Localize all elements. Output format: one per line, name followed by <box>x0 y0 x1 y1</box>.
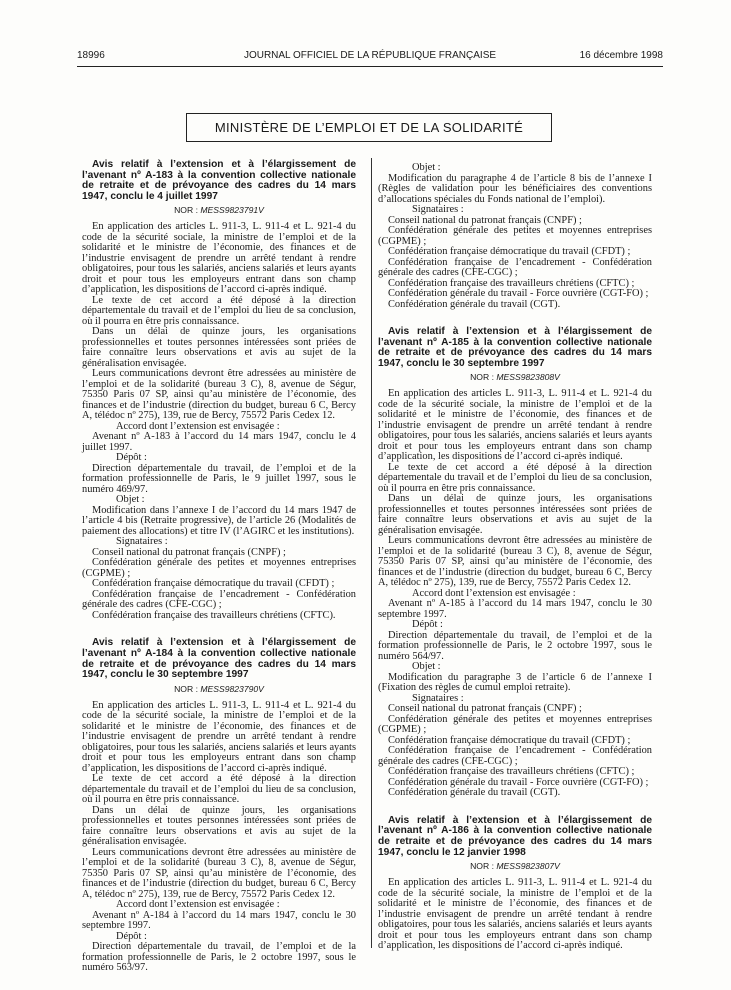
depot-text: Direction départementale du travail, de l’emploi et de la formation professionnelle de Paris, le 9 juillet 1997, sous le numéro 469/97. <box>82 462 356 495</box>
accord-label: Accord dont l’extension est envisagée : <box>116 420 280 432</box>
nor-code: MESS9823791V <box>200 205 264 216</box>
paragraph: En application des articles L. 911-3, L. 911-4 et L. 921-4 du code de la sécurité sociale, la ministre de l’emploi et de la solidarité et le ministre de l’économie, des finances et de l’industrie envisagent de prendre un arrêté tendant à rendre obligatoires, pour tous les salariés, anciens salariés et leurs ayants droit et pour tous les employeurs entrant dans son champ d’application, les dispositions de l’accord ci-après indiqué. <box>378 388 652 463</box>
signataire-item: Confédération générale du travail - Force ouvrière (CGT-FO) ; <box>388 288 649 299</box>
signataire-item: Confédération française des travailleurs chrétiens (CFTC) ; <box>388 277 635 289</box>
avis-a183 <box>82 160 356 621</box>
paragraph: En application des articles L. 911-3, L. 911-4 et L. 921-4 du code de la sécurité sociale, la ministre de l’emploi et de la solidarité et le ministre de l’économie, des finances et de l’industrie envisagent de prendre un arrêté tendant à rendre obligatoires, pour tous les salariés, anciens salariés et leurs ayants droit et pour tous les employeurs entrant dans son champ d’application, les dispositions de l’accord ci-après indiqué. <box>82 699 356 774</box>
ministry-heading: MINISTÈRE DE L’EMPLOI ET DE LA SOLIDARITÉ <box>186 113 552 142</box>
nor-reference <box>82 684 356 695</box>
objet-text: Modification du paragraphe 4 de l’article 8 bis de l’annexe I (Règles de validation pour les bénéficiaires des conventions d’allocations spéciales du Fonds national de l’emploi). <box>378 172 652 205</box>
page-header <box>77 49 663 63</box>
accord-text: Avenant nº A-184 à l’accord du 14 mars 1947, conclu le 30 septembre 1997. <box>82 909 356 932</box>
nor-label: NOR : <box>470 372 497 383</box>
section-gap <box>378 799 652 816</box>
signataire-item: Confédération générale du travail (CGT). <box>388 298 561 310</box>
nor-reference <box>378 372 652 383</box>
signataire-item: Conseil national du patronat français (CNPF) ; <box>388 214 582 226</box>
nor-label: NOR : <box>174 205 201 216</box>
objet-label: Objet : <box>412 661 441 673</box>
signataire-item: Confédération française démocratique du travail (CFDT) ; <box>92 578 335 590</box>
paragraph: Dans un délai de quinze jours, les organisations professionnelles et toutes personnes intéressées sont priées de faire connaître leurs observations et avis au sujet de la généralisation envisagée. <box>82 804 356 848</box>
paragraph: Le texte de cet accord a été déposé à la direction départementale du travail et de l’emploi du lieu de sa conclusion, où il pourra en être pris connaissance. <box>378 461 652 494</box>
nor-reference <box>82 205 356 216</box>
signataire-item: Confédération française démocratique du travail (CFDT) ; <box>388 246 631 257</box>
paragraph: En application des articles L. 911-3, L. 911-4 et L. 921-4 du code de la sécurité sociale, la ministre de l’emploi et de la solidarité et le ministre de l’économie, des finances et de l’industrie envisagent de prendre un arrêté tendant à rendre obligatoires, pour tous les salariés, anciens salariés et leurs ayants droit et pour tous les employeurs entrant dans son champ d’application, les dispositions de l’accord ci-après indiqué. <box>82 221 356 296</box>
objet-text: Modification dans l’annexe I de l’accord du 14 mars 1947 de l’article 4 bis (Retraite progressive), de l’article 26 (Modalités de paiement des allocations) et titre IV (l’AGIRC et les institutions). <box>82 504 356 537</box>
accord-text: Avenant nº A-185 à l’accord du 14 mars 1947, conclu le 30 septembre 1997. <box>378 598 652 620</box>
column-divider <box>371 158 372 948</box>
depot-label: Dépôt : <box>116 452 147 464</box>
depot-text: Direction départementale du travail, de l’emploi et de la formation professionnelle de Paris, le 2 octobre 1997, sous le numéro 564/97. <box>378 629 652 662</box>
nor-code: MESS9823790V <box>200 683 264 694</box>
objet-text: Modification du paragraphe 3 de l’article 6 de l’annexe I (Fixation des règles de cumul emploi retraite). <box>378 671 652 694</box>
avis-title: Avis relatif à l’extension et à l’élargissement de l’avenant nº A-186 à la convention collective nationale de retraite et de prévoyance des cadres du 14 mars 1947, conclu le 12 janvier 1998 <box>378 814 652 858</box>
avis-a186 <box>378 816 652 952</box>
avis-title: Avis relatif à l’extension et à l’élargissement de l’avenant nº A-184 à la convention collective nationale de retraite et de prévoyance des cadres du 14 mars 1947, conclu le 30 septembre 1997 <box>82 637 356 681</box>
nor-code: MESS9823807V <box>496 861 560 872</box>
section-gap <box>378 310 652 327</box>
signataire-item: Confédération générale des petites et moyennes entreprises (CGPME) ; <box>82 557 356 579</box>
journal-title: JOURNAL OFFICIEL DE LA RÉPUBLIQUE FRANÇAISE <box>243 50 497 61</box>
signataire-item: Confédération française démocratique du travail (CFDT) ; <box>388 734 631 746</box>
paragraph: Le texte de cet accord a été déposé à la direction départementale du travail et de l’emploi du lieu de sa conclusion, où il pourra en être pris connaissance. <box>82 294 356 327</box>
signataire-item: Confédération française de l’encadrement - Confédération générale des cadres (CFE-CGC) ; <box>82 588 356 611</box>
paragraph: Leurs communications devront être adressées au ministère de l’emploi et de la solidarité (bureau 3 C), 8, avenue de Ségur, 75350 Paris 07 SP, ainsi qu’au ministère de l’économie, des finances et de l’industrie (direction du budget, bureau 6 C, Bercy A, télédoc nº 275), 139, rue de Bercy, 75572 Paris Cedex 12. <box>82 846 356 900</box>
page-number: 18996 <box>77 50 105 61</box>
accord-text: Avenant nº A-183 à l’accord du 14 mars 1947, conclu le 4 juillet 1997. <box>82 431 356 453</box>
signataire-item: Confédération générale du travail (CGT). <box>388 787 561 799</box>
header-rule <box>77 66 663 67</box>
avis-a184-continued <box>378 163 652 310</box>
signataire-item: Confédération générale des petites et moyennes entreprises (CGPME) ; <box>378 225 652 247</box>
objet-label: Objet : <box>116 494 145 506</box>
nor-label: NOR : <box>174 683 201 694</box>
depot-text: Direction départementale du travail, de l’emploi et de la formation professionnelle de Paris, le 2 octobre 1997, sous le numéro 563/97. <box>82 941 356 974</box>
avis-a185 <box>378 327 652 799</box>
nor-reference <box>378 861 652 872</box>
depot-label: Dépôt : <box>412 619 443 631</box>
accord-label: Accord dont l’extension est envisagée : <box>412 587 576 599</box>
paragraph: Leurs communications devront être adressées au ministère de l’emploi et de la solidarité (bureau 3 C), 8, avenue de Ségur, 75350 Paris 07 SP, ainsi qu’au ministère de l’économie, des finances et de l’industrie (direction du budget, bureau 6 C, Bercy A, télédoc nº 275), 139, rue de Bercy, 75572 Paris Cedex 12. <box>378 535 652 589</box>
issue-date: 16 décembre 1998 <box>579 50 663 61</box>
signataire-item: Confédération générale du travail - Force ouvrière (CGT-FO) ; <box>388 776 649 788</box>
left-column <box>82 160 356 974</box>
signataire-item: Conseil national du patronat français (CNPF) ; <box>388 703 582 715</box>
signataire-item: Confédération française de l’encadrement - Confédération générale des cadres (CFE-CGC) ; <box>378 745 652 767</box>
avis-title: Avis relatif à l’extension et à l’élargissement de l’avenant nº A-183 à la convention collective nationale de retraite et de prévoyance des cadres du 14 mars 1947, conclu le 4 juillet 1997 <box>82 159 356 202</box>
signataire-item: Confédération générale des petites et moyennes entreprises (CGPME) ; <box>378 713 652 736</box>
signataire-item: Confédération française de l’encadrement - Confédération générale des cadres (CFE-CGC) ; <box>378 256 652 278</box>
signataires-label: Signataires : <box>412 692 464 704</box>
signataires-label: Signataires : <box>412 204 464 215</box>
right-column <box>378 163 652 952</box>
avis-a184 <box>82 638 356 973</box>
objet-label: Objet : <box>412 162 441 173</box>
section-gap <box>82 621 356 638</box>
signataires-label: Signataires : <box>116 536 168 548</box>
paragraph: Dans un délai de quinze jours, les organisations professionnelles et toutes personnes intéressées sont priées de faire connaître leurs observations et avis au sujet de la généralisation envisagée. <box>378 493 652 536</box>
signataire-item: Confédération française des travailleurs chrétiens (CFTC) ; <box>388 766 635 778</box>
depot-label: Dépôt : <box>116 930 147 942</box>
accord-label: Accord dont l’extension est envisagée : <box>116 899 280 911</box>
avis-title: Avis relatif à l’extension et à l’élargissement de l’avenant nº A-185 à la convention collective nationale de retraite et de prévoyance des cadres du 14 mars 1947, conclu le 30 septembre 1997 <box>378 326 652 369</box>
signataire-item: Conseil national du patronat français (CNPF) ; <box>92 546 286 558</box>
nor-code: MESS9823808V <box>496 372 560 383</box>
nor-label: NOR : <box>470 861 497 872</box>
paragraph: Dans un délai de quinze jours, les organisations professionnelles et toutes personnes intéressées sont priées de faire connaître leurs observations et avis au sujet de la généralisation envisagée. <box>82 326 356 369</box>
signataire-item: Confédération française des travailleurs chrétiens (CFTC). <box>92 609 336 621</box>
paragraph: Leurs communications devront être adressées au ministère de l’emploi et de la solidarité (bureau 3 C), 8, avenue de Ségur, 75350 Paris 07 SP, ainsi qu’au ministère de l’économie, des finances et de l’industrie (direction du budget, bureau 6 C, Bercy A, télédoc nº 275), 139, rue de Bercy, 75572 Paris Cedex 12. <box>82 368 356 422</box>
paragraph: En application des articles L. 911-3, L. 911-4 et L. 921-4 du code de la sécurité sociale, la ministre de l’emploi et de la solidarité et le ministre de l’économie, des finances et de l’industrie envisagent de prendre un arrêté tendant à rendre obligatoires, pour tous les salariés, anciens salariés et leurs ayants droit et pour tous les employeurs entrant dans son champ d’application, les dispositions de l’accord ci-après indiqué. <box>378 877 652 952</box>
paragraph: Le texte de cet accord a été déposé à la direction départementale du travail et de l’emploi du lieu de sa conclusion, où il pourra en être pris connaissance. <box>82 773 356 806</box>
